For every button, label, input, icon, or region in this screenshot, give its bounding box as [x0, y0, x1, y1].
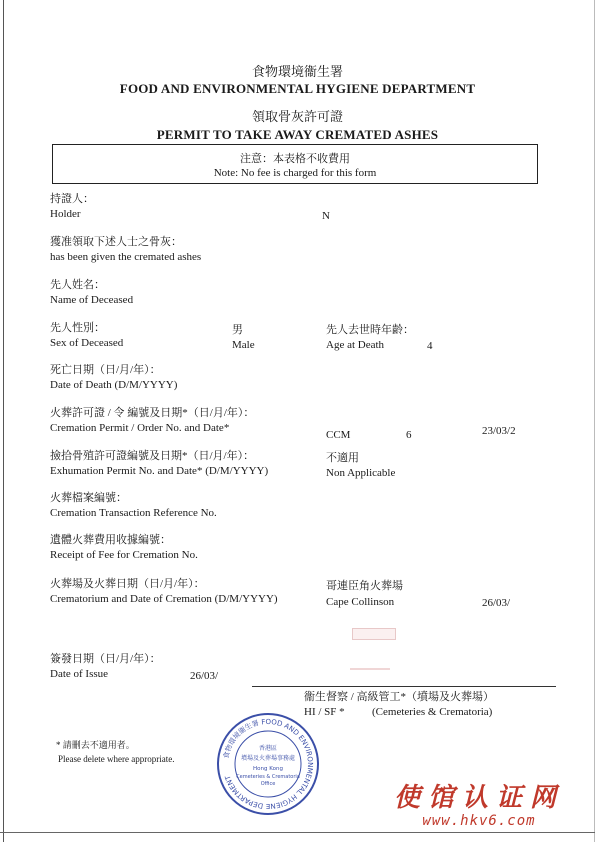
page-edge-bottom — [0, 832, 595, 833]
department-title-zh: 食物環境衞生署 — [251, 64, 343, 79]
sex-value-en: Male — [232, 339, 255, 351]
form-title-en: PERMIT TO TAKE AWAY CREMATED ASHES — [156, 127, 439, 142]
crematorium-date: 26/03/ — [482, 597, 511, 609]
faint-stamp-mark — [352, 628, 396, 640]
given-label-en: has been given the cremated ashes — [50, 251, 202, 263]
crematorium-label-en: Crematorium and Date of Cremation (D/M/YYYY) — [50, 593, 278, 605]
signature-line — [252, 686, 556, 687]
receipt-label-en: Receipt of Fee for Cremation No. — [50, 549, 198, 561]
sex-label-en: Sex of Deceased — [50, 337, 124, 349]
cremation-permit-label-en: Cremation Permit / Order No. and Date* — [50, 422, 230, 434]
age-label-en: Age at Death — [326, 339, 385, 351]
seal-inner-ring — [235, 731, 301, 797]
sex-value-zh: 男 — [232, 324, 243, 336]
form-title-zh: 領取骨灰許可證 — [251, 109, 343, 124]
holder-label-en: Holder — [50, 208, 81, 220]
cremation-permit-prefix: CCM — [326, 429, 351, 441]
exhumation-label-zh: 撿拾骨殖許可證編號及日期*（日/月/年）： — [50, 450, 255, 462]
deceased-name-label-en: Name of Deceased — [50, 294, 134, 306]
death-date-label-en: Date of Death (D/M/YYYY) — [50, 379, 178, 391]
signature-title-zh: 衞生督察 / 高級管工*（墳場及火葬場） — [304, 691, 495, 703]
department-title-en: FOOD AND ENVIRONMENTAL HYGIENE DEPARTMENT — [119, 81, 476, 96]
watermark — [370, 780, 588, 828]
cremation-permit-date: 23/03/2 — [482, 425, 516, 437]
cremation-permit-number: 6 — [406, 429, 412, 441]
exhumation-label-en: Exhumation Permit No. and Date* (D/M/YYYY) — [50, 465, 269, 477]
deceased-name-label-zh: 先人姓名： — [50, 279, 105, 291]
notice-en: Note: No fee is charged for this form — [213, 167, 377, 179]
signature-dept-en: (Cemeteries & Crematoria) — [372, 706, 493, 718]
transaction-label-zh: 火葬檔案編號： — [50, 492, 127, 504]
seal-inner-zh-1: 香港區 — [258, 745, 278, 752]
issue-date-label-zh: 簽發日期（日/月/年）： — [50, 653, 161, 665]
footnote-en: Please delete where appropriate. — [58, 754, 175, 764]
holder-value: N — [322, 210, 330, 222]
given-label-zh: 獲准領取下述人士之骨灰： — [50, 236, 182, 248]
footnote-zh: * 請刪去不適用者。 — [56, 740, 135, 750]
seal-inner-en-2: Cemeteries & Crematoria — [236, 774, 300, 780]
seal-inner-en-3: Office — [260, 781, 276, 787]
seal-inner-zh-2: 墳場及火葬場事務處 — [240, 755, 296, 762]
transaction-label-en: Cremation Transaction Reference No. — [50, 507, 217, 519]
issue-date-value: 26/03/ — [190, 670, 219, 682]
signature-title-en: HI / SF * — [304, 706, 345, 718]
watermark-zh: 使馆认证网 — [393, 783, 565, 813]
cremation-permit-label-zh: 火葬許可證 / 令 編號及日期*（日/月/年）： — [50, 407, 255, 419]
seal-outer-ring — [218, 714, 318, 814]
crematorium-value-en: Cape Collinson — [326, 596, 395, 608]
exhumation-value-en: Non Applicable — [326, 467, 396, 479]
exhumation-value-zh: 不適用 — [326, 452, 359, 464]
seal-inner-en-1: Hong Kong — [253, 766, 283, 772]
watermark-url: www.hkv6.com — [422, 813, 536, 828]
issue-date-label-en: Date of Issue — [50, 668, 109, 680]
notice-zh: 注意：本表格不收費用 — [240, 153, 350, 165]
holder-label-zh: 持證人： — [50, 193, 94, 205]
crematorium-label-zh: 火葬場及火葬日期（日/月/年）： — [50, 578, 205, 590]
receipt-label-zh: 遺體火葬費用收據編號： — [50, 534, 171, 546]
department-seal — [216, 712, 320, 816]
death-date-label-zh: 死亡日期（日/月/年）： — [50, 364, 161, 376]
crematorium-value-zh: 哥連臣角火葬場 — [326, 580, 403, 592]
sex-label-zh: 先人性別： — [50, 322, 105, 334]
age-value: 4 — [427, 340, 433, 352]
seal-ring-text: 食物環境衞生署 FOOD AND ENVIRONMENTAL HYGIENE DEPARTMENT — [222, 717, 315, 811]
faint-stamp-line — [350, 668, 390, 670]
age-label-zh: 先人去世時年齡： — [326, 324, 414, 336]
notice-box — [52, 144, 538, 184]
